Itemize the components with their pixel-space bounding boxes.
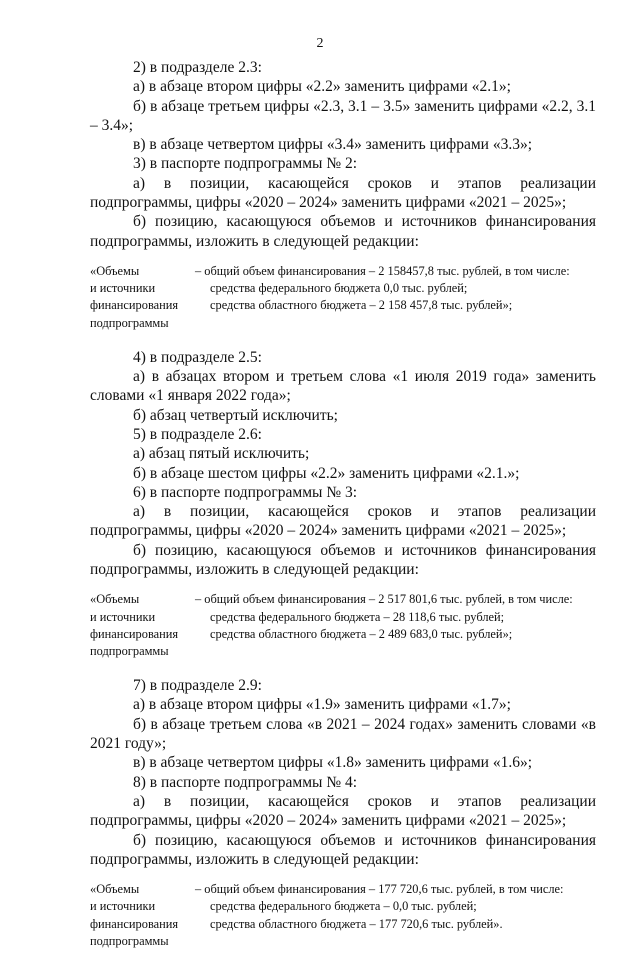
paragraph: а) в позиции, касающейся сроков и этапов реализации подпрограммы, цифры «2020 – 2024» заменить цифрами «2021 – 2025»; (90, 792, 596, 830)
label-line: «Объемы (90, 592, 140, 607)
paragraph: 8) в паспорте подпрограммы № 4: (133, 773, 358, 791)
value-line: – общий объем финансирования – 2 158457,8 тыс. рублей, в том числе: (195, 263, 570, 278)
funding-table-values (195, 881, 596, 950)
page-number: 2 (316, 36, 324, 51)
value-line: средства областного бюджета – 177 720,6 тыс. рублей». (210, 916, 503, 931)
label-line: и источники (90, 609, 156, 624)
paragraph: 3) в паспорте подпрограммы № 2: (133, 155, 358, 173)
paragraph: а) в абзацах втором и третьем слова «1 июля 2019 года» заменить словами «1 января 2022 года»; (90, 368, 596, 405)
label-line: финансирования (90, 626, 179, 641)
paragraph: а) абзац пятый исключить; (133, 445, 310, 463)
paragraph: б) позицию, касающуюся объемов и источников финансирования подпрограммы, изложить в следующей редакции: (90, 213, 596, 250)
label-line: подпрограммы (90, 315, 169, 330)
label-line: «Объемы (90, 263, 140, 278)
funding-table-label (90, 591, 195, 660)
label-line: финансирования (90, 916, 179, 931)
value-line: средства областного бюджета – 2 489 683,0 тыс. рублей»; (210, 626, 513, 641)
paragraph: б) в абзаце третьем слова «в 2021 – 2024 годах» заменить словами «в 2021 году»; (90, 715, 596, 753)
paragraph: б) абзац четвертый исключить; (133, 406, 338, 424)
paragraph: 2) в подразделе 2.3: (133, 59, 262, 76)
value-line: средства областного бюджета – 2 158 457,8 тыс. рублей»; (210, 298, 513, 313)
label-line: и источники (90, 899, 156, 914)
paragraph: 5) в подразделе 2.6: (133, 425, 262, 443)
paragraph: а) в абзаце втором цифры «2.2» заменить цифрами «2.1»; (133, 78, 511, 96)
label-line: «Объемы (90, 882, 140, 897)
funding-table (90, 591, 596, 660)
label-line: подпрограммы (90, 643, 169, 658)
paragraph: б) позицию, касающуюся объемов и источников финансирования подпрограммы, изложить в следующей редакции: (90, 831, 596, 868)
paragraph: б) в абзаце шестом цифры «2.2» заменить цифрами «2.1.»; (133, 464, 520, 482)
funding-table (90, 263, 596, 332)
paragraph: а) в позиции, касающейся сроков и этапов реализации подпрограммы, цифры «2020 – 2024» заменить цифрами «2021 – 2025»; (90, 503, 596, 540)
paragraph: 4) в подразделе 2.5: (133, 348, 262, 366)
paragraph: в) в абзаце четвертом цифры «3.4» заменить цифрами «3.3»; (133, 136, 533, 154)
value-line: – общий объем финансирования – 177 720,6 тыс. рублей, в том числе: (195, 882, 564, 897)
value-line: средства федерального бюджета 0,0 тыс. рублей; (210, 281, 468, 296)
paragraph: а) в абзаце втором цифры «1.9» заменить цифрами «1.7»; (133, 696, 511, 714)
paragraph: б) позицию, касающуюся объемов и источников финансирования подпрограммы, изложить в следующей редакции: (90, 541, 596, 579)
funding-table-label (90, 263, 195, 332)
paragraph: 6) в паспорте подпрограммы № 3: (133, 483, 358, 501)
funding-table-values (195, 263, 596, 332)
value-line: – общий объем финансирования – 2 517 801,6 тыс. рублей, в том числе: (195, 592, 573, 607)
label-line: и источники (90, 281, 156, 296)
value-line: средства федерального бюджета – 0,0 тыс. рублей; (210, 899, 477, 914)
paragraph: а) в позиции, касающейся сроков и этапов реализации подпрограммы, цифры «2020 – 2024» заменить цифрами «2021 – 2025»; (90, 174, 596, 212)
value-line: средства федерального бюджета – 28 118,6 тыс. рублей; (210, 609, 505, 624)
paragraph: б) в абзаце третьем цифры «2.3, 3.1 – 3.5» заменить цифрами «2.2, 3.1 – 3.4»; (90, 97, 596, 134)
document-body (90, 58, 596, 966)
label-line: подпрограммы (90, 933, 169, 948)
label-line: финансирования (90, 298, 179, 313)
funding-table (90, 881, 596, 950)
funding-table-values (195, 591, 596, 660)
paragraph: в) в абзаце четвертом цифры «1.8» заменить цифрами «1.6»; (133, 754, 533, 772)
paragraph: 7) в подразделе 2.9: (133, 677, 262, 695)
funding-table-label (90, 881, 195, 950)
